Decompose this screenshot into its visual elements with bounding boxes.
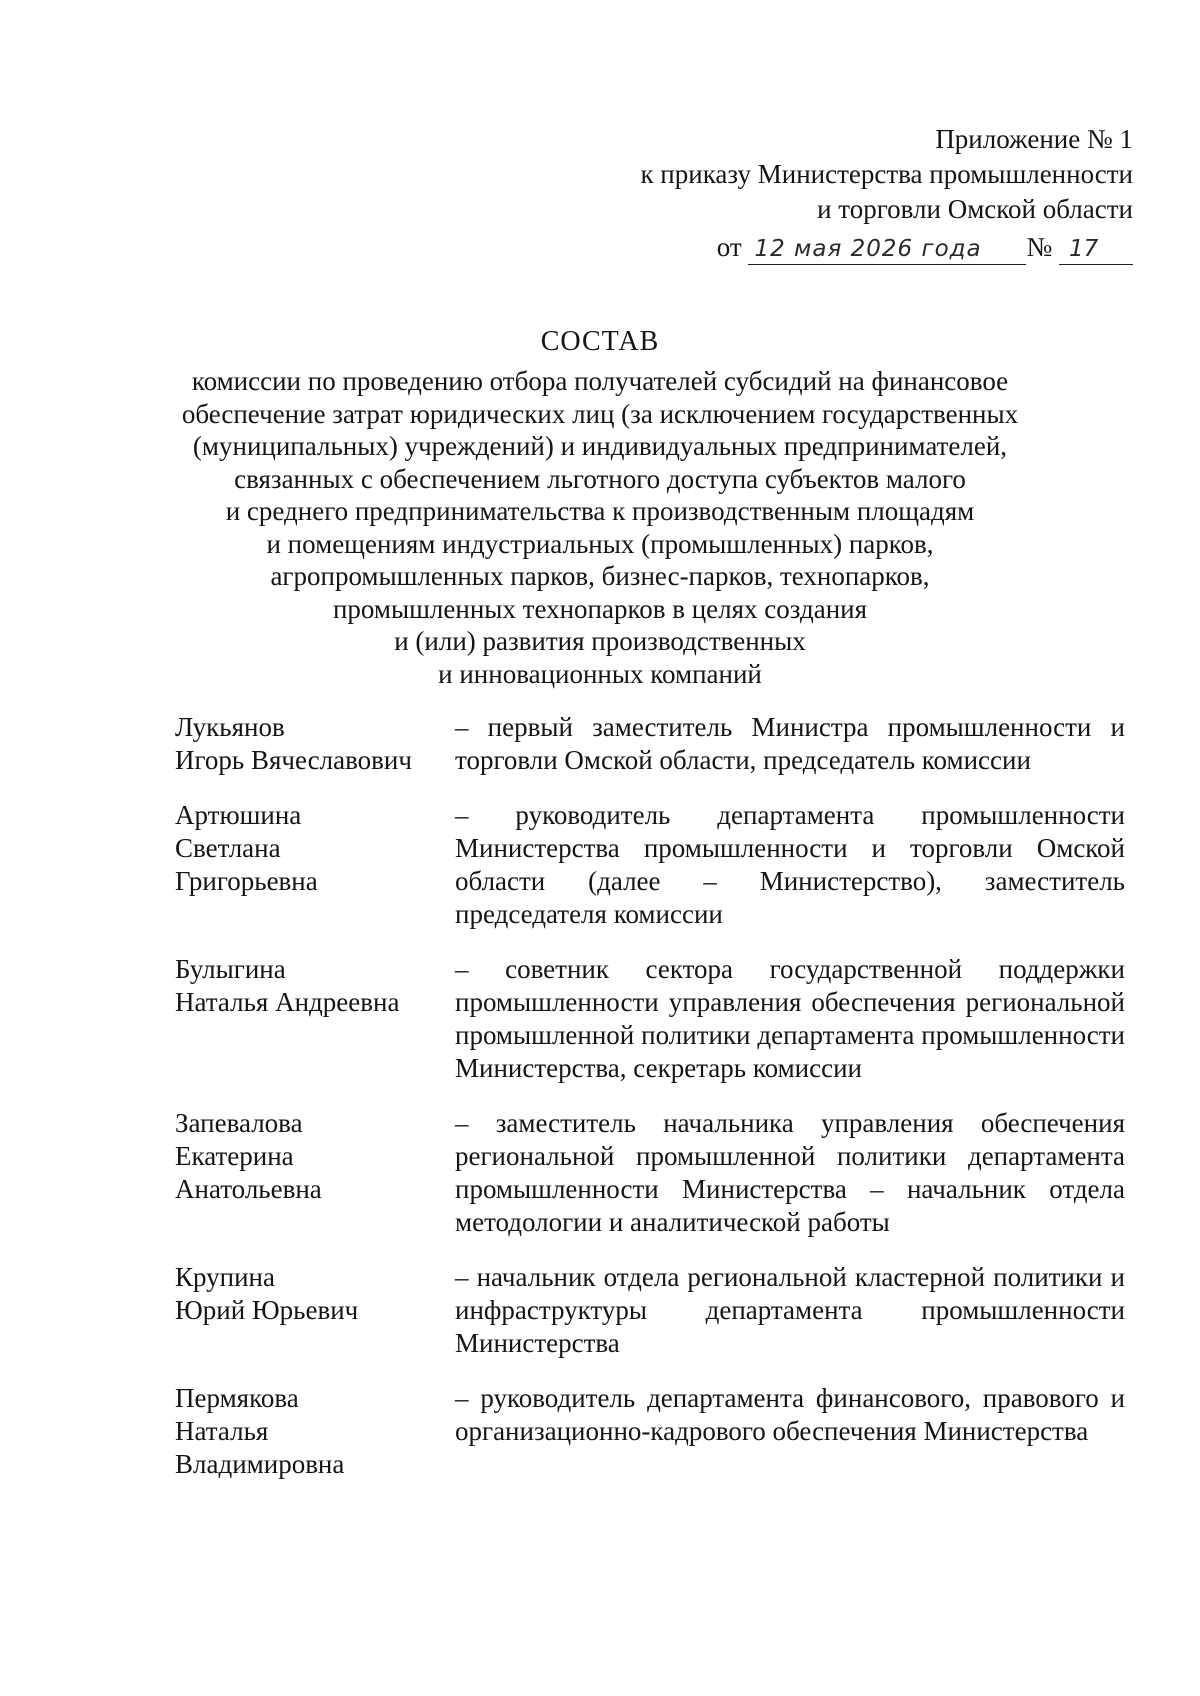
member-patronymic: Григорьевна <box>175 866 318 896</box>
document-subtitle <box>0 365 1200 690</box>
member-given-names: Юрий Юрьевич <box>175 1295 359 1325</box>
member-row <box>175 799 1135 931</box>
order-reference-line-1: к приказу Министерства промышленности <box>640 159 1133 189</box>
subtitle-line: и помещениям индустриальных (промышленных) парков, <box>266 528 934 559</box>
member-row <box>175 711 1135 777</box>
member-name <box>175 1107 455 1239</box>
subtitle-line: и инновационных компаний <box>438 658 762 689</box>
appendix-title: Приложение № 1 <box>935 124 1133 154</box>
member-role: – руководитель департамента финансового, правового и организационно-кадрового обеспечения Министерства <box>455 1383 1125 1446</box>
appendix-header <box>573 122 1133 265</box>
member-name <box>175 953 455 1085</box>
member-name <box>175 799 455 931</box>
member-role: – заместитель начальника управления обеспечения региональной промышленной политики департамента промышленности Министерства – начальник отдела методологии и аналитической работы <box>455 1108 1125 1237</box>
member-surname: Пермякова <box>175 1383 299 1413</box>
number-prefix: № <box>1026 232 1053 262</box>
member-given-name: Светлана <box>175 833 281 863</box>
member-name <box>175 1382 455 1481</box>
member-row <box>175 1261 1135 1360</box>
member-name <box>175 711 455 777</box>
commission-members-list <box>175 711 1135 1481</box>
subtitle-line: и (или) развития производственных <box>394 626 806 656</box>
handwritten-date: 12 мая 2026 года <box>748 234 1026 265</box>
subtitle-line: и среднего предпринимательства к производственным площадям <box>225 496 975 526</box>
order-reference-line-2: и торговли Омской области <box>817 194 1133 224</box>
member-row <box>175 1382 1135 1481</box>
subtitle-line: промышленных технопарков в целях создания <box>332 593 868 624</box>
subtitle-line: (муниципальных) учреждений) и индивидуальных предпринимателей, <box>192 431 1008 461</box>
member-role: – первый заместитель Министра промышленности и торговли Омской области, председатель комиссии <box>455 712 1125 775</box>
member-role: – советник сектора государственной поддержки промышленности управления обеспечения региональной промышленной политики департамента промышленности Министерства, секретарь комиссии <box>455 954 1125 1083</box>
member-patronymic: Владимировна <box>175 1449 345 1479</box>
member-surname: Запевалова <box>175 1108 303 1138</box>
member-given-name: Екатерина <box>175 1141 294 1171</box>
subtitle-line: агропромышленных парков, бизнес-парков, технопарков, <box>270 561 930 591</box>
member-surname: Булыгина <box>175 954 286 984</box>
member-given-name: Наталья <box>175 1416 269 1446</box>
member-surname: Лукьянов <box>175 712 285 742</box>
subtitle-line: комиссии по проведению отбора получателей субсидий на финансовое <box>191 366 1009 396</box>
member-surname: Крупина <box>175 1262 275 1292</box>
member-patronymic: Анатольевна <box>175 1174 322 1204</box>
subtitle-line: связанных с обеспечением льготного доступа субъектов малого <box>234 463 966 494</box>
member-given-names: Наталья Андреевна <box>175 987 400 1017</box>
subtitle-line: обеспечение затрат юридических лиц (за исключением государственных <box>181 398 1019 429</box>
document-title: СОСТАВ <box>540 326 660 357</box>
order-date-number-line <box>573 230 1133 265</box>
handwritten-number: 17 <box>1059 234 1133 265</box>
member-role: – руководитель департамента промышленности Министерства промышленности и торговли Омской области (далее – Министерство), заместитель председателя комиссии <box>455 800 1125 929</box>
member-surname: Артюшина <box>175 800 302 830</box>
member-name <box>175 1261 455 1360</box>
member-row <box>175 953 1135 1085</box>
member-role: – начальник отдела региональной кластерной политики и инфраструктуры департамента промышленности Министерства <box>455 1262 1125 1358</box>
member-given-names: Игорь Вячеславович <box>175 745 412 775</box>
date-prefix: от <box>716 232 742 262</box>
member-row <box>175 1107 1135 1239</box>
document-heading <box>0 325 1200 690</box>
